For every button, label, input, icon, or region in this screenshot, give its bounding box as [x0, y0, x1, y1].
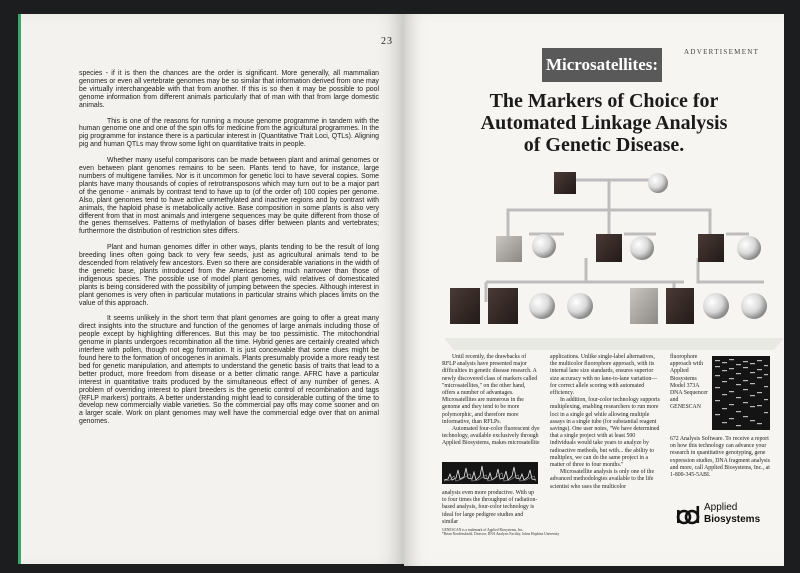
article-paragraph: Plant and human genomes differ in other ways, plants tending to be the result of long breeding lines often going back to very few seeds, just as agricultural animals tend to be descended from relatively few ancestors. Even so there are considerable variations in the width of the genetic base, plants introduced from the Americas being much narrower than those of indigenous species. The possible use of model plant genomes, wild relatives of domesticated plants is being considered with the possibility of jumping between the species. Although interest in plant genomes is very often in particular mutations in particular strains which places limits on the value of this approach.	[79, 244, 379, 307]
logo-line-1: Applied	[704, 502, 738, 513]
electropherogram-image	[442, 462, 538, 484]
dna-gel-image	[712, 356, 770, 430]
headline-line: The Markers of Choice for	[489, 90, 719, 112]
headline-line: of Genetic Disease.	[523, 134, 685, 156]
pedigree-female	[648, 173, 668, 193]
ad-footnote	[442, 528, 642, 537]
right-page-advertisement	[404, 14, 784, 566]
pedigree-male-affected	[666, 288, 694, 324]
ad-column-3: fluorophore approach with Applied Biosystems Model 373A DNA Sequencer and GENESCAN	[670, 354, 708, 411]
pedigree-female	[630, 236, 654, 260]
headline-line: Automated Linkage Analysis	[480, 112, 728, 134]
footnote-line: *Brian Nordenskiold, Director, DNA Analysis Facility, Johns Hopkins University	[442, 532, 560, 537]
pedigree-female	[741, 293, 767, 319]
pedigree-male-affected	[698, 234, 724, 262]
logo-line-2: Biosystems	[704, 514, 761, 525]
pedigree-female	[703, 293, 729, 319]
left-page	[18, 14, 404, 564]
pedigree-male-affected	[488, 288, 518, 324]
pedigree-male-affected	[554, 172, 576, 194]
pedigree-male	[496, 236, 522, 262]
ad-paragraph: In addition, four-color technology supports multiplexing, enabling researchers to run more loci in a single gel while allowing multiple assays in a single tube (for substantial reagent savings). One user notes, "We have determined that a single project with at least 500 individuals would take years to analyze by radioactive methods, but with... the ability to multiplex, we can do the same project in a matter of three to four months."	[550, 397, 660, 469]
ad-paragraph: Until recently, the drawbacks of RFLP analysis have presented major difficulties in genetic disease research. A newly discovered class of markers called "microsatellites," on the other hand, offers a number of advantages. Microsatellites are numerous in the genome and they tend to be more polymorphic, and therefore more informative, than RFLPs.	[442, 354, 538, 425]
pedigree-female	[532, 234, 556, 258]
pedigree-male	[630, 288, 658, 324]
article-paragraph: species - if it is then the chances are the order is significant. More generally, all mammalian genomes or even all vertebrate genomes may be so similar that information derived from one may be virtually interchangeable with that from another. If this is so then it may be possible to pool genome information from different animals particularly that of man with that from large domestic animals.	[79, 70, 379, 109]
ad-paragraph: Microsatellite analysis is only one of the advanced methodologies available to the life scientist who uses the multicolor	[550, 469, 655, 490]
ad-column-2	[550, 354, 660, 491]
ad-banner: Microsatellites:	[542, 48, 662, 82]
article-paragraph: Whether many useful comparisons can be made between plant and animal genomes or even between plant genomes remains to be seen. Plants tend to have, for instance, large numbers of multigene families. Nor is it uncommon for genetic loci to have several copies. Some plants have many thousands of copies of retrotransposons which may turn out to be a major part of the genome - animals by contrast tend to have up to (of the order of) 100 copies per genome. Also, plant genomes tend to have active unmethylated and inactive regions and by contrast with animals, the haploid phase is metabolically active. Base composition in some plants is also very different from that in most animals and intergene sequences may be quite different from those of the genes themselves. Patterns of methylation of bases differ between plants and vertebrates; furthermore the distribution of restriction sites differs.	[79, 157, 379, 236]
pedigree-diagram	[444, 162, 784, 352]
page-number: 23	[381, 36, 393, 47]
footnote-line: GENESCAN is a trademark of Applied Biosystems, Inc.	[442, 528, 524, 532]
pedigree-female	[529, 293, 555, 319]
ad-paragraph: applications. Unlike single-label alternatives, the multicolor fluorophore approach, with its internal lane size standards, ensures superior size accuracy with no lane-to-lane variation—for correct allele scoring with automated efficiency.	[550, 354, 658, 397]
ad-column-1-continued: analysis even more productive. With up to four times the throughput of radiation-based analysis, four-color technology is ideal for large pedigree studies and similar	[442, 490, 538, 525]
diagram-floor	[444, 338, 784, 350]
article-paragraph: This is one of the reasons for running a mouse genome programme in tandem with the human genome one and one of the spin offs for medicine from the agricultural programmes. In the pig programme for instance there is a particular interest in (Quantitative Trait Loci, QTLs). Aligning pig and human QTLs may throw some light on quantitative traits in people.	[79, 117, 379, 149]
ad-headline	[474, 90, 734, 156]
logo-wordmark	[704, 502, 760, 526]
article-paragraph: It seems unlikely in the short term that plant genomes are going to offer a great many direct insights into the structure and function of the genomes of large animals including those of people except by highlighting differences. But this may be too pessimistic. The mitochondrial genome in plants undergoes recombination all the time. Hybrid genes are certainly created which interfere with pollen, though not egg formation. It is just conceivable that some clues might be found here to the formation of oncogenes in animals. Plants presumably provide a more ready test bed for genetic manipulation, and attempts to understand the genetic basis of traits that lead to a better product, more freedom from disease or a better climatic range. AFRC have a particular interest in quantitative traits produced by the simultaneous effect of any number of genes. A problem of overriding interest to plant breeders is the genetic control of recombination and tags (RFLP markers) portraits. A better understanding might lead to considerable cutting of the time to develop new commercially viable varieties. So the commercial pay offs may come sooner and on a larger scale. Work on plant genomes may well have the commercial edge over that on animal genomes.	[79, 315, 379, 426]
ad-paragraph: Automated four-color fluorescent dye technology, available exclusively through Applied Biosystems, makes microsatellite	[442, 426, 540, 447]
pedigree-female	[567, 293, 593, 319]
pedigree-male-affected	[596, 234, 622, 262]
advertisement-label: ADVERTISEMENT	[684, 48, 760, 56]
applied-biosystems-logo	[676, 500, 776, 534]
pedigree-female	[737, 236, 761, 260]
article-body	[79, 70, 379, 434]
ad-column-3-continued: 672 Analysis Software. To receive a report on how this technology can advance your research in quantitative genotyping, gene expression studies, DNA fragment analysis and more, call Applied Biosystems, Inc., at 1-800-345-5ABI.	[670, 436, 770, 479]
ad-column-1	[442, 354, 540, 448]
ab-logo-icon	[676, 504, 700, 528]
pedigree-male-affected	[450, 288, 480, 324]
